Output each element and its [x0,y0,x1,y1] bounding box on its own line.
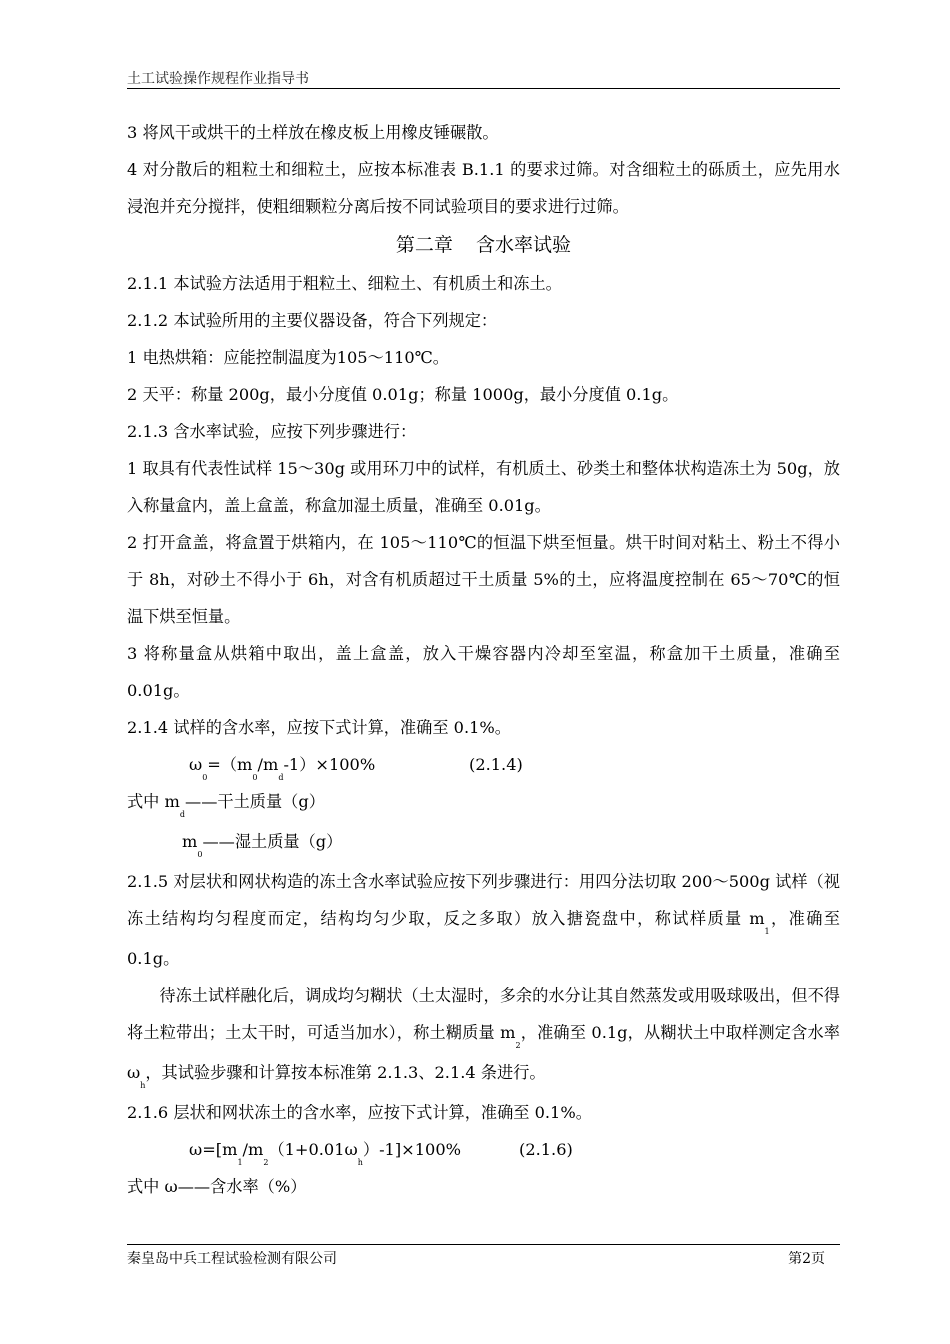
page-number: 第2页 [788,1251,825,1267]
paragraph: 待冻土试样融化后，调成均匀糊状（土太湿时，多余的水分让其自然蒸发或用吸球吸出，但不得将土粒带出；土太干时，可适当加水），称土糊质量 $m_2$，准确至 0.1g，从糊状土中取样测定含水率 $\omega_h$，其试验步骤和计算按本标准第 2.1.3、2.1.4 条进行。 [127,986,840,1090]
paragraph: 2 天平：称量 200g，最小分度值 0.01g；称量 1000g，最小分度值 0.1g。 [127,385,679,404]
paragraph: 2.1.3 含水率试验，应按下列步骤进行： [127,422,417,441]
symbol-definition: 式中 $m_d——$干土质量（g） [127,792,325,819]
paragraph: 4 对分散后的粗粒土和细粒土，应按本标准表 B.1.1 的要求过筛。对含细粒土的砾质土，应先用水浸泡并充分搅拌，使粗细颗粒分离后按不同试验项目的要求进行过筛。 [127,160,840,216]
paragraph: 2 打开盒盖，将盒置于烘箱内，在 105～110℃的恒温下烘至恒量。烘干时间对粘土、粉土不得小于 8h，对砂土不得小于 6h，对含有机质超过干土质量 5%的土，应将温度控制在 65～70℃的恒温下烘至恒量。 [127,533,840,626]
page-header: 土工试验操作规程作业指导书 [127,71,309,87]
paragraph: 2.1.6 层状和网状冻土的含水率，应按下式计算，准确至 0.1%。 [127,1103,592,1122]
chapter-title: 第二章 含水率试验 [395,234,572,256]
document-body [127,114,840,1205]
formula-2-1-6 [127,1131,840,1168]
paragraph: 1 取具有代表性试样 15～30g 或用环刀中的试样，有机质土、砂类土和整体状构造冻土为 50g，放入称量盒内，盖上盒盖，称盒加湿土质量，准确至 0.01g。 [127,459,840,515]
paragraph: 1 电热烘箱：应能控制温度为105～110℃。 [127,348,449,367]
paragraph: 2.1.1 本试验方法适用于粗粒土、细粒土、有机质土和冻土。 [127,274,562,293]
header-rule [127,88,840,89]
paragraph: 2.1.5 对层状和网状构造的冻土含水率试验应按下列步骤进行：用四分法切取 200～500g 试样（视冻土结构均匀程度而定，结构均匀少取，反之多取）放入搪瓷盘中，称试样质量 $m_1$，准确至 0.1g。 [127,872,840,968]
formula-expression: $\omega=[m_1/m_2(1+0.01\omega_h)-1]\times 100\%$ [189,1140,462,1167]
symbol-definition: $m_0——$湿土质量（g） [182,832,343,859]
paragraph: 3 将风干或烘干的土样放在橡皮板上用橡皮锤碾散。 [127,123,499,142]
footer-rule [127,1244,840,1245]
paragraph: 3 将称量盒从烘箱中取出，盖上盒盖，放入干燥容器内冷却至室温，称盒加干土质量，准确至 0.01g。 [127,644,840,700]
formula-2-1-4 [127,746,840,783]
paragraph: 2.1.2 本试验所用的主要仪器设备，符合下列规定： [127,311,498,330]
formula-expression: $\omega_0=(m_0/m_d-1)\times 100\%$ [189,755,376,782]
formula-number: (2.1.4) [469,755,523,774]
symbol-definition: 式中 ω——含水率（%） [127,1177,307,1196]
formula-number: (2.1.6) [519,1140,573,1159]
paragraph: 2.1.4 试样的含水率，应按下式计算，准确至 0.1%。 [127,718,511,737]
footer-company: 秦皇岛中兵工程试验检测有限公司 [127,1251,337,1267]
